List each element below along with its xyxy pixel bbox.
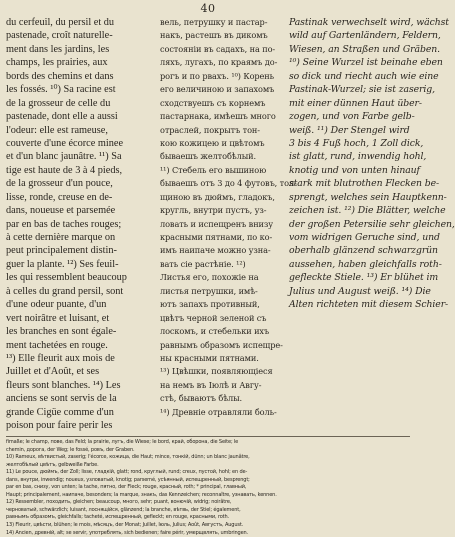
russian-text-line: ютъ запахъ противный,	[160, 299, 260, 310]
russian-column	[160, 16, 297, 434]
footnote-line: равнымъ образомъ, gleichfalls; tacheté, испещренный, gefleckt; en rouge, красными, roth.	[6, 514, 229, 521]
russian-text-line: Листья его, похожіе на	[160, 272, 259, 283]
french-column	[6, 16, 150, 434]
german-text-line: Pastinak-Wurzel; sie ist zaserig,	[289, 84, 435, 96]
russian-text-line: вать сіе растѣніе. ¹²)	[160, 258, 246, 269]
footnote-line: 14) Ancien, древній, alt; se servir, употреблять, sich bedienen; faire périr, умерщвлять, umbringen.	[6, 529, 249, 536]
german-text-line: aussehen, haben gleichfalls roth-	[289, 258, 442, 270]
footnote-line: черноватый, schwärzlich; luisant, лоснящійся, glänzend; la branche, вѣтвь, der Stiel; également,	[6, 506, 241, 513]
russian-text-line: рогъ и по рвахъ. ¹⁰) Корень	[160, 70, 275, 81]
german-text-line: stark mit blutrothen Flecken be-	[289, 178, 440, 190]
french-text-line: par en bas de taches rouges;	[6, 218, 122, 230]
french-text-line: et d'un blanc jaunâtre. ¹¹) Sa	[6, 151, 122, 163]
russian-text-line: отраслей, покрытъ тон-	[160, 124, 260, 135]
german-text-line: mit einer dünnen Haut über-	[289, 97, 422, 109]
russian-text-line: ¹¹) Стебель его вышиною	[160, 164, 267, 175]
german-text-line: wild auf Gartenländern, Feldern,	[289, 30, 441, 42]
french-text-line: ment tachetées en rouge.	[6, 339, 108, 351]
german-text-line: Pastinak verwechselt wird, wächst	[289, 17, 449, 28]
german-text-line: Julius und August weiß. ¹⁴) Die	[289, 285, 431, 297]
french-text-line: les qui ressemblent beaucoup	[6, 272, 127, 284]
russian-text-line: бываешъ отъ 3 до 4 футовъ, тол-	[160, 178, 297, 189]
german-text-line: ¹⁰) Seine Wurzel ist beinahe eben	[289, 57, 443, 69]
german-text-line: weiß. ¹¹) Der Stengel wird	[289, 124, 410, 136]
french-text-line: les fossés. ¹⁰) Sa racine est	[6, 84, 116, 96]
russian-text-line: вель, петрушку и пастар-	[160, 17, 268, 27]
french-text-line: poison pour faire perir les	[6, 420, 113, 432]
french-text-line: pastenade, croît naturelle-	[6, 30, 113, 42]
russian-text-line: пастарнака, имѣешъ много	[160, 111, 276, 122]
footnote-line: 10) Rameux, вѣтвистый, zaserig; l'écorce, кожица, die Haut; mince, тонкій, dünn; un blanc jaunâtre,	[6, 454, 250, 461]
french-text-line: de la grosseur d'un pouce,	[6, 178, 113, 190]
russian-text-line: ловать и испещренъ внизу	[160, 218, 273, 229]
french-text-line: Juillet et d'Août, et ses	[6, 366, 100, 378]
russian-text-line: состояніи въ садахъ, на по-	[160, 43, 276, 54]
russian-text-line: ляхъ, лугахъ, по краямъ до-	[160, 57, 278, 68]
russian-text-line: на немъ въ Іюлѣ и Авгу-	[160, 379, 262, 390]
russian-text-line: накъ, растешъ въ дикомъ	[160, 30, 268, 41]
russian-text-line: листья петрушки, имѣ-	[160, 285, 258, 296]
russian-text-line: кою кожицею и цвѣтомъ	[160, 137, 265, 148]
russian-text-line: сходствуешъ съ корнемъ	[160, 97, 266, 108]
russian-text-line: ¹³) Цвѣшки, появляющіеся	[160, 366, 273, 377]
german-text-line: vom widrigen Geruche sind, und	[289, 232, 440, 243]
footnote-line: 12) Ressembler, походить, gleichen; beaucoup, много, sehr; puant, вонючій, widrig; noirâtre,	[6, 499, 232, 506]
footnote-divider	[6, 436, 410, 437]
german-text-line: oberhalb glänzend schwarzgrün	[289, 245, 438, 257]
russian-text-line: бываешъ желтобѣлый.	[160, 151, 256, 162]
footnote-line: chemin, дорога, der Weg; le fossé, ровъ, der Graben.	[6, 446, 135, 453]
french-text-line: du cerfeuil, du persil et du	[6, 17, 115, 28]
french-text-line: peut principalement distin-	[6, 245, 117, 257]
german-text-line: der großen Petersilie sehr gleichen,	[289, 218, 455, 230]
german-text-line: so dick und riecht auch wie eine	[289, 70, 439, 82]
footnote-line: 11) Le pouce, дюймъ, der Zoll; lisse, гладкій, glatt; rond, круглый, rund; creux, пустой, hohl; en de-	[6, 469, 248, 476]
russian-text-line: лоскомъ, и стебельки ихъ	[160, 326, 270, 337]
french-text-line: à cette dernière marque on	[6, 232, 116, 243]
footnote-line: par en bas, снизу, von unten; la tache, пятно, der Fleck; rouge, красный, roth; * principal, главный,	[6, 484, 247, 491]
french-text-line: bords des chemins et dans	[6, 70, 114, 82]
french-text-line: les branches en sont égale-	[6, 326, 117, 338]
russian-text-line: щиною въ дюймъ, гладокъ,	[160, 191, 275, 202]
german-text-line: knotig und von unten hinauf	[289, 164, 420, 176]
french-text-line: tige est haute de 3 à 4 pieds,	[6, 164, 123, 176]
french-text-line: dans, noueuse et parsemée	[6, 205, 116, 217]
french-text-line: champs, les prairies, aux	[6, 57, 108, 69]
french-text-line: vert noirâtre et luisant, et	[6, 312, 110, 324]
russian-text-line: его величиною и запахомъ	[160, 84, 275, 95]
footnote-line: Haupt; principalement, наипаче, besonders; la marque, знакъ, das Kennzeichen; reconnaître, узнавать, kennen.	[6, 491, 277, 498]
french-text-line: guer la plante. ¹²) Ses feuil-	[6, 258, 119, 270]
french-text-line: d'une odeur puante, d'un	[6, 299, 107, 311]
footnotes-block	[6, 439, 411, 536]
french-text-line: fleurs sont blanches. ¹⁴) Les	[6, 379, 121, 391]
page-number: 40	[200, 2, 216, 15]
german-text-line: zogen, und von Farbe gelb-	[289, 111, 415, 123]
russian-text-line: кругль, внутри пустъ, уз-	[160, 205, 267, 216]
german-text-line: 3 bis 4 Fuß hoch, 1 Zoll dick,	[289, 137, 424, 149]
german-text-line: zeichen ist. ¹²) Die Blätter, welche	[289, 205, 446, 217]
german-column	[289, 16, 455, 434]
french-text-line: de la grosseur de celle du	[6, 97, 111, 109]
footnote-line: 13) Fleurir, цвѣсти, blühen; le mois, мѣсяцъ, der Monat; Juillet, Іюль, Julius; Août, Августъ, August.	[6, 522, 244, 529]
russian-text-line: цвѣтъ черной зеленой съ	[160, 312, 267, 323]
french-text-line: à celles du grand persil, sont	[6, 285, 124, 297]
french-text-line: grande Cigüe comme d'un	[6, 406, 114, 418]
russian-text-line: стѣ, бываютъ бѣлы.	[160, 393, 243, 404]
french-text-line: pastenade, dont elle a aussi	[6, 111, 118, 123]
french-text-line: ment dans les jardins, les	[6, 43, 110, 55]
french-text-line: ¹³) Elle fleurit aux mois de	[6, 352, 115, 364]
french-text-line: lisse, ronde, creuse en de-	[6, 191, 113, 203]
german-text-line: ist glatt, rund, inwendig hohl,	[289, 151, 427, 163]
russian-text-line: ¹⁴) Древніе отравляли боль-	[160, 406, 277, 417]
russian-text-line: ны красными пятнами.	[160, 352, 259, 363]
french-text-line: couverte d'une écorce minee	[6, 137, 124, 149]
french-text-line: anciens se sont servis de la	[6, 393, 117, 405]
russian-text-line: красными пятнами, по ко-	[160, 232, 273, 242]
german-text-line: sprengt, welches sein Hauptkenn-	[289, 191, 447, 203]
footnote-line: fimaße; le champ, пове, das Feld; la prairie, лугъ, die Wiese; le bord, край, оборона, die Seite; le	[6, 439, 239, 445]
german-text-line: gefleckte Stiele. ¹³) Er blühet im	[289, 272, 439, 284]
french-text-line: l'odeur: elle est rameuse,	[6, 124, 108, 136]
russian-text-line: равнымъ образомъ испещре-	[160, 339, 283, 350]
footnote-line: желтобѣлый цвѣтъ, gelbweiße Farbe.	[6, 461, 99, 468]
german-text-line: Alten richteten mit diesem Schier-	[289, 299, 449, 311]
footnote-line: dans, внутри, inwendig; noueux, узловатый, knotig; parsemé, усѣянный, испещренный, besprengt;	[6, 476, 250, 483]
russian-text-line: имъ наипаче можно узна-	[160, 245, 271, 256]
german-text-line: Wiesen, an Straßen und Gräben.	[289, 43, 440, 55]
